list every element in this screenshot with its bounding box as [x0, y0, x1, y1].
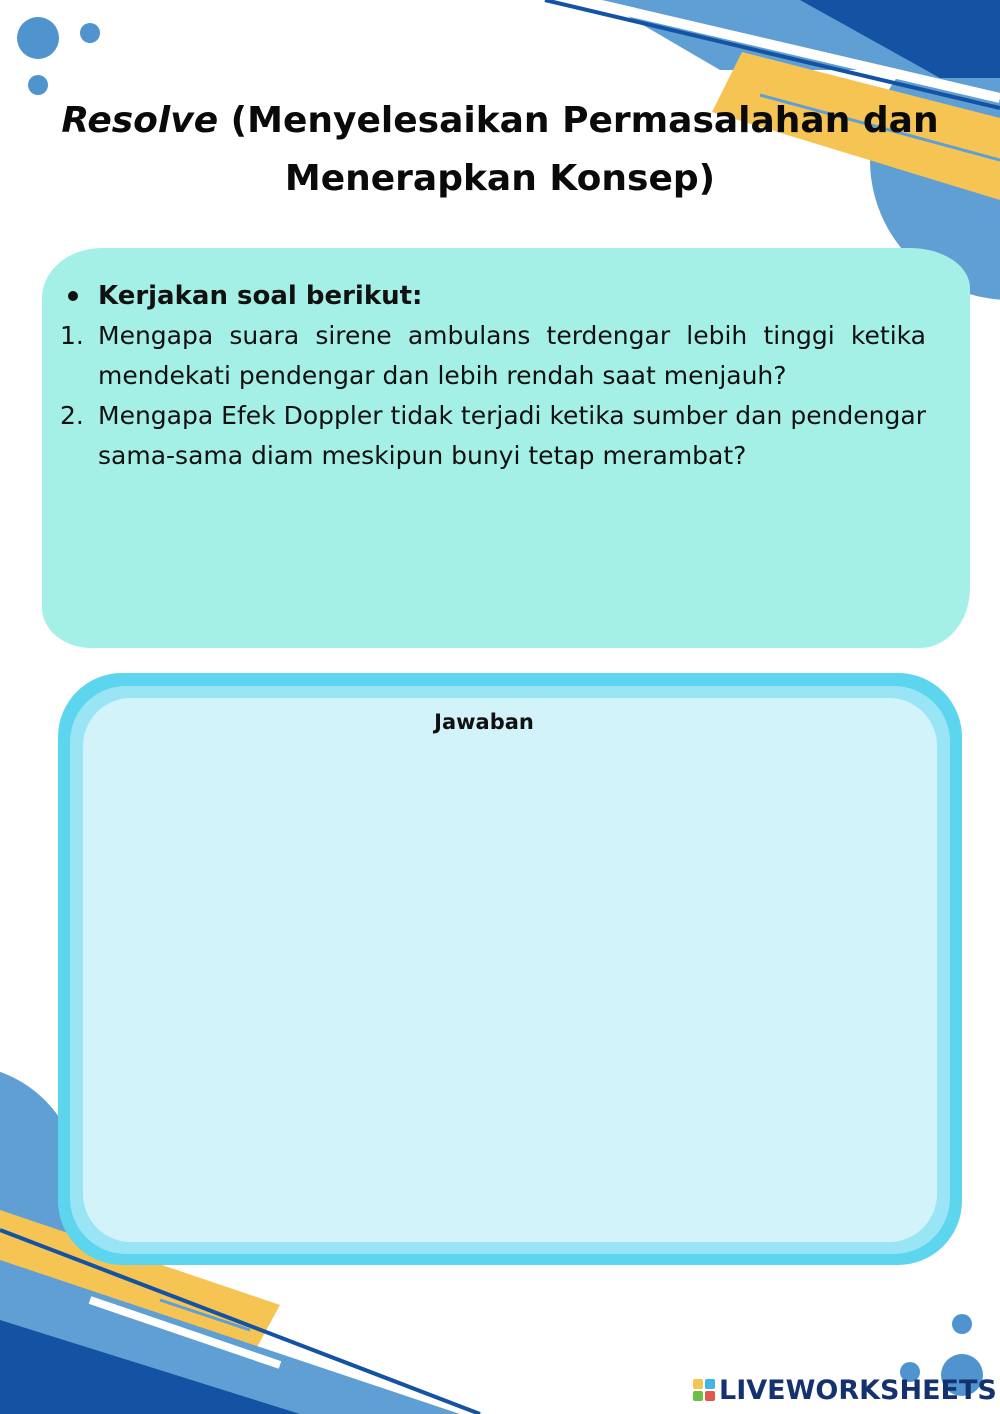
liveworksheets-logo-icon [693, 1379, 715, 1401]
dot-decoration [80, 23, 100, 43]
question-number: 1. [60, 321, 84, 350]
bullet-icon [68, 291, 78, 301]
dot-decoration [952, 1314, 972, 1334]
instruction-text: Kerjakan soal berikut: [98, 281, 423, 311]
question-number: 2. [60, 401, 84, 430]
watermark-text: LIVEWORKSHEETS [719, 1374, 997, 1406]
answer-label: Jawaban [434, 710, 534, 734]
liveworksheets-watermark [693, 1376, 997, 1404]
question-text: Mengapa Efek Doppler tidak terjadi ketika sumber dan pendengar sama-sama diam meskipun bunyi tetap merambat? [98, 401, 926, 470]
answer-box[interactable] [83, 698, 937, 1242]
page-title-rest: (Menyelesaikan Permasalahan dan Menerapkan Konsep) [218, 100, 939, 199]
page-title [40, 92, 960, 208]
page-title-italic: Resolve [61, 100, 219, 141]
question-list [60, 316, 926, 476]
question-item [60, 396, 926, 476]
question-text: Mengapa suara sirene ambulans terdengar lebih tinggi ketika mendekati pendengar dan lebih rendah saat menjauh? [98, 321, 926, 390]
question-item [60, 316, 926, 396]
dot-decoration [17, 17, 59, 59]
